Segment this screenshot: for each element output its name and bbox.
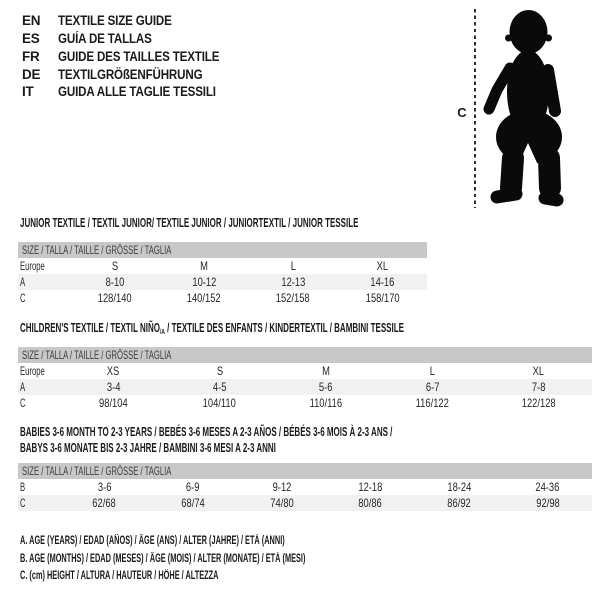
language-code: DE: [22, 66, 41, 82]
size-header-label: SIZE / TALLA / TAILLE / GRÖSSE / TAGLIA: [22, 243, 172, 257]
size-cell: 3-4: [106, 380, 120, 394]
size-cell: 12-13: [281, 275, 306, 289]
size-row-c: [18, 290, 427, 306]
row-label-cell: Europe: [20, 259, 45, 273]
footnote-c: C. (cm) HEIGHT / ALTURA / HAUTEUR / HÖHE / ALTEZZA: [20, 570, 219, 583]
language-list: [22, 12, 246, 101]
footnote-b: B. AGE (MONTHS) / EDAD (MESES) / ÂGE (MOIS) / ALTER (MONATE) / ETÀ (MESI): [20, 552, 306, 565]
size-cell: 7-8: [532, 380, 546, 394]
size-row-europe: [18, 258, 427, 274]
size-header-label: SIZE / TALLA / TAILLE / GRÖSSE / TAGLIA: [22, 464, 172, 478]
size-cell: 86/92: [447, 496, 471, 510]
size-cell: 14-16: [370, 275, 395, 289]
size-cell: 12-18: [358, 480, 383, 494]
size-cell: L: [429, 364, 436, 378]
language-title: GUÍA DE TALLAS: [58, 31, 152, 47]
size-cell: 104/110: [203, 396, 237, 410]
size-header-bar: [18, 463, 592, 479]
size-cell: 98/104: [98, 396, 128, 410]
size-row-c: [18, 395, 592, 411]
junior-section-title: JUNIOR TEXTILE / TEXTIL JUNIOR/ TEXTILE JUNIOR / JUNIORTEXTIL / JUNIOR TESSILE: [20, 216, 359, 230]
size-cell: M: [322, 364, 330, 378]
footnotes: [20, 532, 466, 585]
row-label-cell: A: [20, 380, 26, 394]
language-code: FR: [22, 48, 40, 64]
language-row-de: [22, 65, 246, 83]
language-title: GUIDE DES TAILLES TEXTILE: [58, 48, 220, 64]
size-row-b: [18, 479, 592, 495]
size-cell: 92/98: [535, 496, 560, 510]
size-row-a: [18, 379, 592, 395]
size-header-bar: [18, 347, 592, 363]
size-row-europe: [18, 363, 592, 379]
size-cell: 110/116: [309, 396, 343, 410]
size-cell: XL: [376, 259, 389, 273]
babies-section-title: BABIES 3-6 MONTH TO 2-3 YEARS / BEBÉS 3-6 MESES A 2-3 AÑOS / BÉBÉS 3-6 MOIS À 2-3 ANS / BABYS 3-6 MONATE BIS 2-3 JAHRE / BAMBINI 3-6 MESI A 2-3 ANNI: [20, 425, 393, 455]
size-cell: 128/140: [97, 291, 132, 305]
size-cell: 74/80: [269, 496, 294, 510]
row-label-cell: C: [20, 496, 26, 510]
size-cell: 6-9: [186, 480, 200, 494]
subscript-a: /A: [159, 327, 165, 337]
childrens-size-table: [18, 347, 592, 411]
size-cell: 3-6: [97, 480, 112, 494]
row-label-cell: Europe: [20, 364, 45, 378]
size-cell: 9-12: [272, 480, 292, 494]
language-row-fr: [22, 48, 246, 66]
language-title: GUIDA ALLE TAGLIE TESSILI: [58, 84, 216, 100]
size-cell: 68/74: [181, 496, 205, 510]
footnote-a: A. AGE (YEARS) / EDAD (AÑOS) / ÂGE (ANS) / ALTER (JAHRE) / ETÀ (ANNI): [20, 534, 285, 547]
language-row-it: [22, 83, 246, 101]
childrens-section-title: CHILDREN'S TEXTILE / TEXTIL NIÑO/A / TEXTILE DES ENFANTS / KINDERTEXTIL / BAMBINI TESSILE: [20, 321, 404, 337]
size-cell: 152/158: [276, 291, 311, 305]
language-title: TEXTILGRÖßENFÜHRUNG: [58, 66, 203, 82]
language-row-en: [22, 12, 246, 30]
height-measure-dotted-line: [474, 9, 476, 208]
size-row-c: [18, 495, 592, 511]
size-row-a: [18, 274, 427, 290]
size-cell: 80/86: [358, 496, 383, 510]
size-cell: 5-6: [319, 380, 333, 394]
size-cell: S: [111, 259, 118, 273]
language-code: ES: [22, 31, 40, 47]
size-cell: 140/152: [186, 291, 221, 305]
language-title: TEXTILE SIZE GUIDE: [58, 13, 172, 29]
size-cell: 158/170: [365, 291, 400, 305]
size-cell: L: [290, 259, 296, 273]
size-header-label: SIZE / TALLA / TAILLE / GRÖSSE / TAGLIA: [22, 348, 172, 362]
size-cell: 116/122: [415, 396, 449, 410]
language-code: IT: [22, 84, 34, 100]
language-row-es: [22, 30, 246, 48]
size-cell: 122/128: [521, 396, 556, 410]
size-cell: 4-5: [212, 380, 227, 394]
height-measure-label-c: C: [457, 105, 467, 120]
babies-size-table: [18, 463, 592, 511]
language-code: EN: [22, 13, 41, 29]
junior-size-table: [18, 242, 427, 306]
size-cell: M: [199, 259, 208, 273]
size-cell: 8-10: [105, 275, 124, 289]
row-label-cell: C: [20, 396, 26, 410]
row-label-cell: B: [20, 480, 26, 494]
size-cell: 10-12: [191, 275, 216, 289]
size-cell: 6-7: [425, 380, 440, 394]
size-cell: S: [216, 364, 223, 378]
size-cell: 62/68: [92, 496, 117, 510]
row-label-cell: C: [20, 291, 26, 305]
size-cell: XL: [533, 364, 545, 378]
size-cell: 18-24: [447, 480, 471, 494]
size-header-bar: [18, 242, 427, 258]
row-label-cell: A: [20, 275, 26, 289]
baby-silhouette-icon: [480, 8, 570, 208]
size-cell: XS: [106, 364, 120, 378]
size-cell: 24-36: [535, 480, 560, 494]
